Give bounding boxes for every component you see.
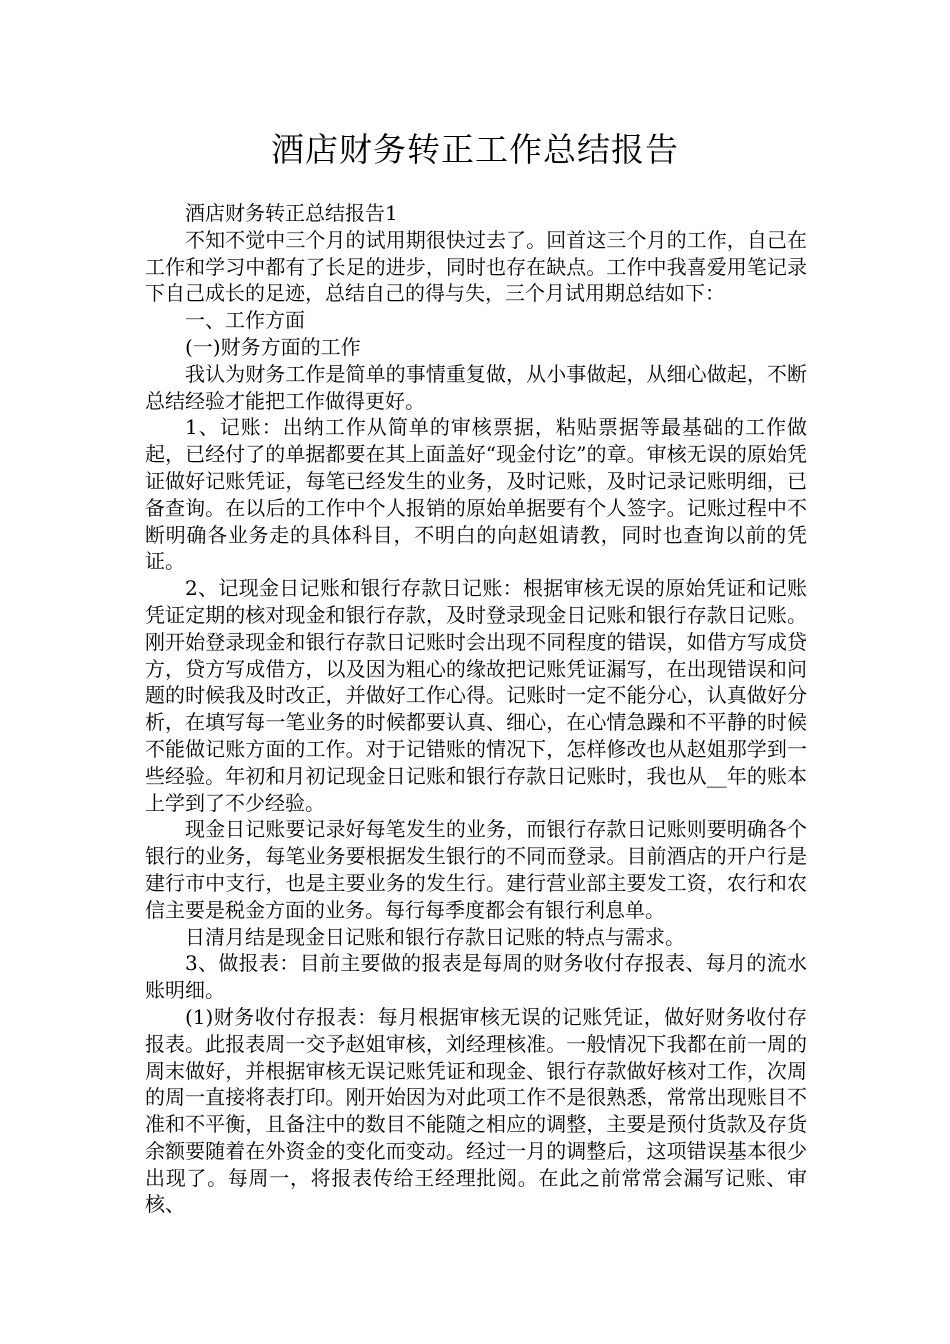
- paragraph: 现金日记账要记录好每笔发生的业务，而银行存款日记账则要明确各个银行的业务，每笔业务要根据发生银行的不同而登录。目前酒店的开户行是建行市中支行，也是主要业务的发生行。建行营业部主要发工资，农行和农信主要是税金方面的业务。每行每季度都会有银行利息单。: [145, 817, 807, 922]
- paragraph: 2、记现金日记账和银行存款日记账：根据审核无误的原始凭证和记账凭证定期的核对现金和银行存款，及时登录现金日记账和银行存款日记账。刚开始登录现金和银行存款日记账时会出现不同程度的错误，如借方写成贷方，贷方写成借方，以及因为粗心的缘故把记账凭证漏写，在出现错误和问题的时候我及时改正，并做好工作心得。记账时一定不能分心，认真做好分析，在填写每一笔业务的时候都要认真、细心，在心情急躁和不平静的时候不能做记账方面的工作。对于记错账的情况下，怎样修改也从赵姐那学到一些经验。年初和月初记现金日记账和银行存款日记账时，我也从__年的账本上学到了不少经验。: [145, 576, 807, 815]
- section-heading: 酒店财务转正总结报告1: [185, 201, 398, 225]
- paragraph: 日清月结是现金日记账和银行存款日记账的特点与需求。: [185, 924, 685, 949]
- paragraph: (1)财务收付存报表：每月根据审核无误的记账凭证，做好财务收付存报表。此报表周一交予赵姐审核，刘经理核准。一般情况下我都在前一周的周末做好，并根据审核无误记账凭证和现金、银行存款做好核对工作，次周的周一直接将表打印。刚开始因为对此项工作不是很熟悉，常常出现账目不准和不平衡，且备注中的数目不能随之相应的调整，主要是预付货款及存货余额要随着在外资金的变化而变动。经过一月的调整后，这项错误基本很少出现了。每周一，将报表传给王经理批阅。在此之前常常会漏写记账、审核、: [145, 1004, 807, 1217]
- paragraph: 1、记账：出纳工作从简单的审核票据，粘贴票据等最基础的工作做起，已经付了的单据都要在其上面盖好“现金付讫”的章。审核无误的原始凭证做好记账凭证，每笔已经发生的业务，及时记账，及时记录记账明细，已备查询。在以后的工作中个人报销的原始单据要有个人签字。记账过程中不断明确各业务走的具体科目，不明白的向赵姐请教，同时也查询以前的凭证。: [145, 415, 807, 574]
- paragraph: 3、做报表：目前主要做的报表是每周的财务收付存报表、每月的流水账明细。: [145, 951, 807, 1003]
- section-heading: (一)财务方面的工作: [185, 334, 361, 359]
- section-heading: 一、工作方面: [185, 308, 305, 333]
- paragraph: 不知不觉中三个月的试用期很快过去了。回首这三个月的工作，自己在工作和学习中都有了长足的进步，同时也存在缺点。工作中我喜爱用笔记录下自己成长的足迹，总结自己的得与失，三个月试用期总结如下：: [145, 227, 807, 306]
- paragraph: 我认为财务工作是简单的事情重复做，从小事做起，从细心做起，不断总结经验才能把工作做得更好。: [145, 361, 807, 413]
- document-body: [145, 200, 807, 1218]
- document-title: 酒店财务转正工作总结报告: [271, 130, 679, 169]
